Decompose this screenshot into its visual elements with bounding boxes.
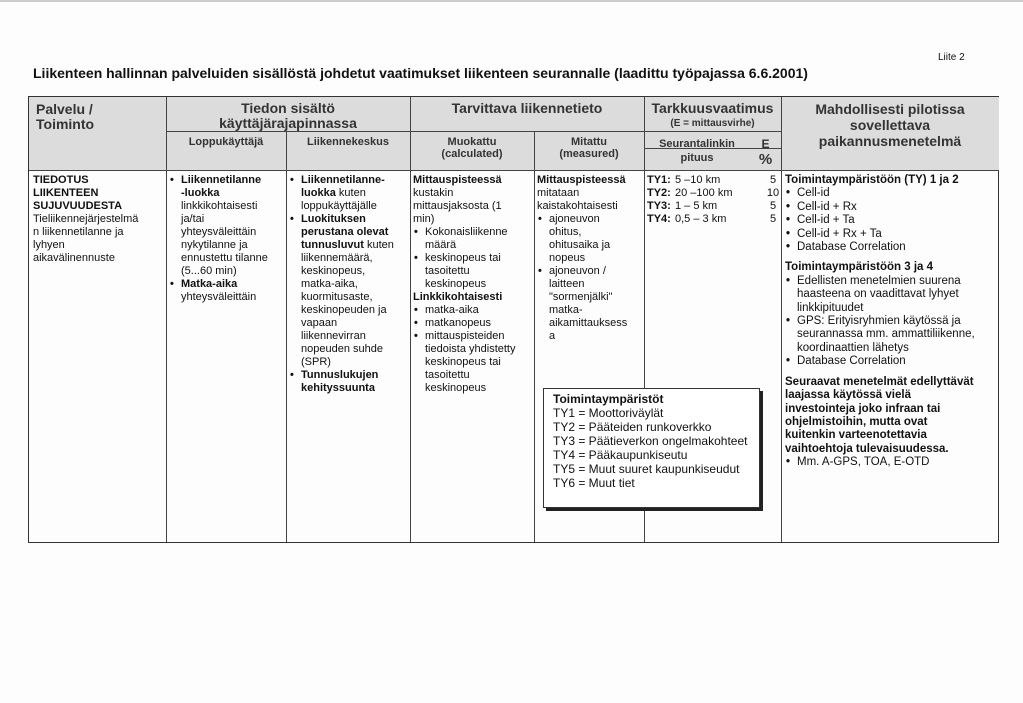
accuracy-row: TY1: 5 –10 km 5: [647, 174, 777, 186]
environment-item: TY6 = Muut tiet: [553, 476, 635, 490]
method-cell: Toimintaympäristöön (TY) 1 ja 2 • Cell-id • Cell-id + Rx • Cell-id + Ta • Cell-id + Rx + Ta • Database Correlation Toimintaympäristöön 3 ja 4 • Edellisten menetelmien suurena haasteena on vaadittavat lyhyet linkkipituudet • GPS: Erityisryhmien käytössä ja seurannassa mm. ammattiliikenne, koordinaattien lähetys • Database Correlation Seuraavat menetelmät edellyttävät laajassa käytössä vielä investointeja joko infraan tai ohjelmistoihin, mutta ovat kuitenkin varteenotettavia vaihtoehtoja tulevaisuudessa. • Mm. A-GPS, TOA, E-OTD: [785, 174, 975, 470]
header-tiedon-sisalto: Tiedon sisältö käyttäjärajapinnassa: [219, 100, 357, 131]
requirements-table: [28, 96, 999, 543]
accuracy-row: TY2: 20 –100 km 10: [647, 187, 780, 199]
divider: [410, 97, 411, 542]
header-mitattu: Mitattu (measured): [559, 136, 619, 160]
environment-item: TY4 = Pääkaupunkiseutu: [553, 448, 688, 462]
calculated-cell: Mittauspisteessä kustakin mittausjaksosta (1 min) • Kokonaisliikenne määrä • keskinopeus tai tasoitettu keskinopeus Linkkikohtaisesti • matka-aika • matkanopeus • mittauspisteiden tiedoista yhdistetty keskinopeus tai tasoitettu keskinopeus: [413, 174, 516, 395]
header-muokattu: Muokattu (calculated): [441, 136, 503, 160]
divider: [286, 131, 287, 542]
header-palvelu: Palvelu / Toiminto: [36, 101, 95, 132]
header-tarvittava: Tarvittava liikennetieto: [451, 100, 603, 116]
service-cell: TIEDOTUS LIIKENTEEN SUJUVUUDESTA Tieliikennejärjestelmä n liikennetilanne ja lyhyen aikavälinennuste: [33, 174, 139, 264]
environment-item: TY5 = Muut suuret kaupunkiseudut: [553, 462, 740, 476]
header-mahdollisesti: Mahdollisesti pilotissa sovellettava paikannusmenetelmä: [815, 101, 965, 149]
divider: [534, 131, 535, 542]
environment-title: Toimintaympäristöt: [553, 392, 664, 406]
page-edge: [0, 0, 1023, 2]
accuracy-row: TY4: 0,5 – 3 km 5: [647, 213, 777, 225]
divider: [29, 170, 999, 171]
measured-cell: Mittauspisteessä mitataan kaistakohtaisesti • ajoneuvon ohitus, ohitusaika ja nopeus • ajoneuvon / laitteen "sormenjälki" matka- aikamittauksess a: [537, 174, 627, 343]
end-user-cell: • Liikennetilanne -luokka linkkikohtaisesti ja/tai yhteysväleittäin nykytilanne ja ennustettu tilanne (5...60 min) • Matka-aika yhteysväleittäin: [169, 174, 268, 304]
environment-item: TY1 = Moottoriväylät: [553, 406, 664, 420]
accuracy-row: TY3: 1 – 5 km 5: [647, 200, 777, 212]
header-seurantalinkin: Seurantalinkin pituus: [659, 138, 735, 164]
environment-legend-box: [543, 388, 760, 508]
divider: [166, 97, 167, 542]
divider: [781, 97, 782, 542]
appendix-label: Liite 2: [938, 52, 965, 63]
environment-item: TY2 = Pääteiden runkoverkko: [553, 420, 712, 434]
environment-item: TY3 = Päätieverkon ongelmakohteet: [553, 434, 748, 448]
header-liikennekeskus: Liikennekeskus: [307, 136, 389, 148]
accuracy-cell: [647, 174, 783, 226]
header-e: E %: [758, 137, 773, 168]
traffic-center-cell: • Liikennetilanne- luokka kuten loppukäyttäjälle • Luokituksen perustana olevat tunnusluvut kuten liikennemäärä, keskinopeus, matka-aika, kuormitusaste, keskinopeuden ja vapaan liikennevirran nopeuden suhde (SPR) • Tunnuslukujen kehityssuunta: [289, 174, 394, 395]
page-title: Liikenteen hallinnan palveluiden sisällöstä johdetut vaatimukset liikenteen seurannalle (laadittu työpajassa 6.6.2001): [33, 65, 808, 81]
header-tarkkuus: Tarkkuusvaatimus (E = mittausvirhe): [651, 100, 774, 129]
header-loppukayttaja: Loppukäyttäjä: [188, 136, 264, 148]
